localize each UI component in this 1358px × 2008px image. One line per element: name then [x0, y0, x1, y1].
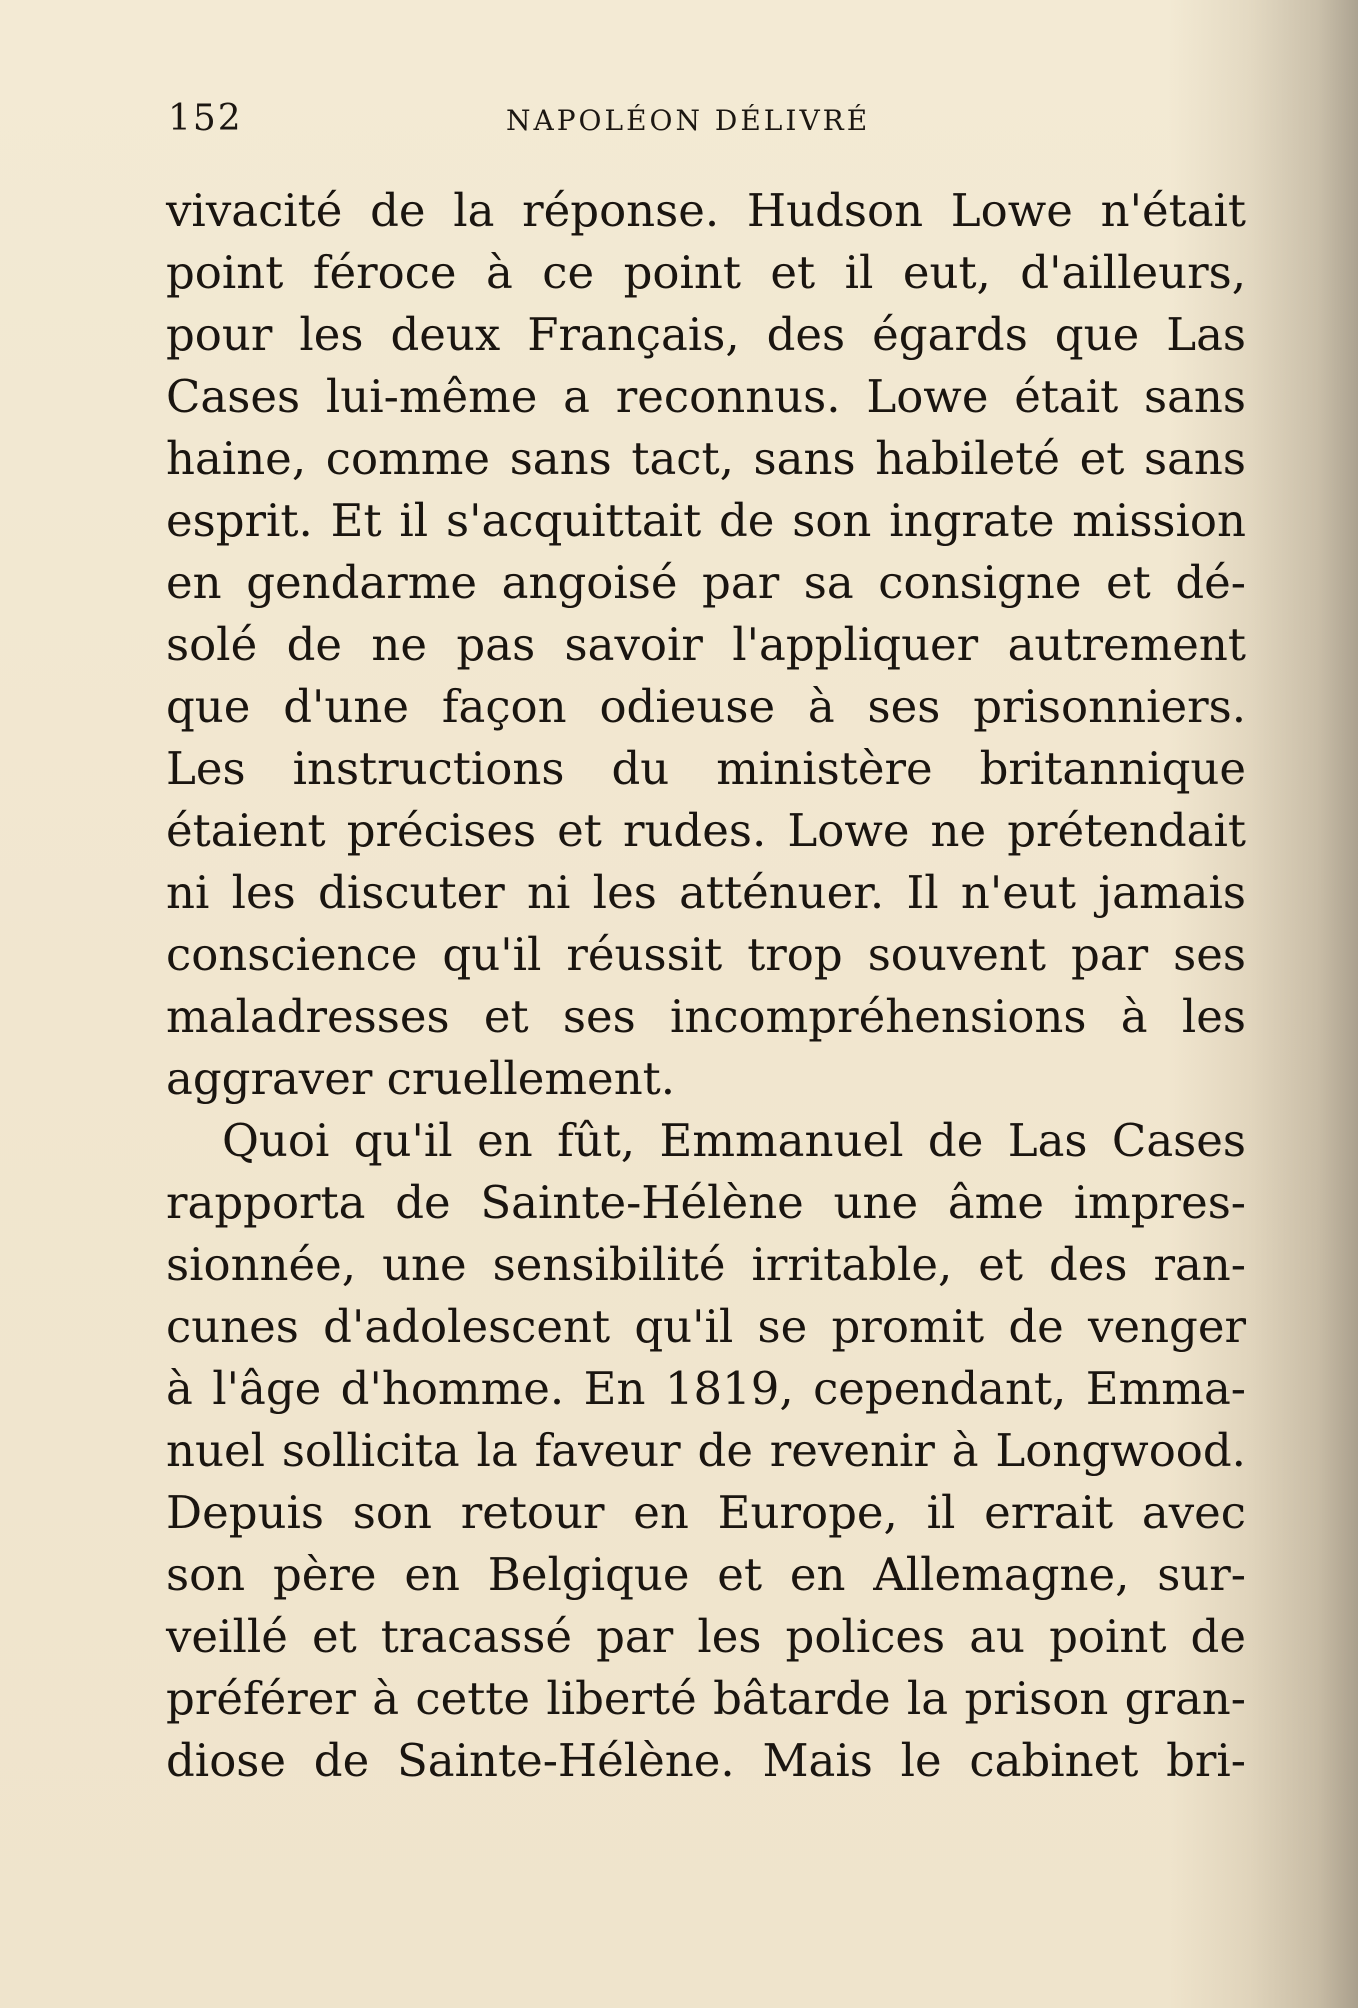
text-line: son père en Belgique et en Allemagne, sur-	[166, 1548, 1246, 1601]
text-line: en gendarme angoisé par sa consigne et dé-	[166, 556, 1246, 609]
text-line: conscience qu'il réussit trop souvent par ses	[166, 928, 1246, 981]
text-line: Les instructions du ministère britannique	[166, 742, 1246, 795]
text-line: pour les deux Français, des égards que Las	[166, 308, 1246, 361]
text-line: rapporta de Sainte-Hélène une âme impres-	[166, 1176, 1246, 1229]
paragraph-end-line: aggraver cruellement.	[166, 1052, 676, 1105]
page-header	[168, 98, 1248, 154]
page-number: 152	[168, 98, 243, 139]
text-line: Cases lui-même a reconnus. Lowe était sans	[166, 370, 1246, 423]
text-line: vivacité de la réponse. Hudson Lowe n'était	[166, 184, 1246, 237]
text-line: à l'âge d'homme. En 1819, cependant, Emma-	[166, 1362, 1246, 1415]
text-line: veillé et tracassé par les polices au point de	[166, 1610, 1246, 1663]
text-line: cunes d'adolescent qu'il se promit de venger	[166, 1300, 1246, 1353]
text-line: étaient précises et rudes. Lowe ne prétendait	[166, 804, 1246, 857]
running-title: NAPOLÉON DÉLIVRÉ	[506, 104, 871, 137]
text-line: ni les discuter ni les atténuer. Il n'eut jamais	[166, 866, 1246, 919]
text-line: esprit. Et il s'acquittait de son ingrate mission	[166, 494, 1246, 547]
text-line: sionnée, une sensibilité irritable, et des ran-	[166, 1238, 1246, 1291]
text-line: que d'une façon odieuse à ses prisonniers.	[166, 680, 1246, 733]
text-line: point féroce à ce point et il eut, d'ailleurs,	[166, 246, 1246, 299]
text-line: maladresses et ses incompréhensions à les	[166, 990, 1246, 1043]
body-text	[166, 180, 1246, 1792]
text-line: Depuis son retour en Europe, il errait avec	[166, 1486, 1246, 1539]
text-line: diose de Sainte-Hélène. Mais le cabinet bri-	[166, 1734, 1246, 1787]
text-line: nuel sollicita la faveur de revenir à Longwood.	[166, 1424, 1246, 1477]
paragraph-start-line: Quoi qu'il en fût, Emmanuel de Las Cases	[222, 1114, 1246, 1167]
text-line: haine, comme sans tact, sans habileté et sans	[166, 432, 1246, 485]
text-line: solé de ne pas savoir l'appliquer autrement	[166, 618, 1246, 671]
text-line: préférer à cette liberté bâtarde la prison gran-	[166, 1672, 1246, 1725]
